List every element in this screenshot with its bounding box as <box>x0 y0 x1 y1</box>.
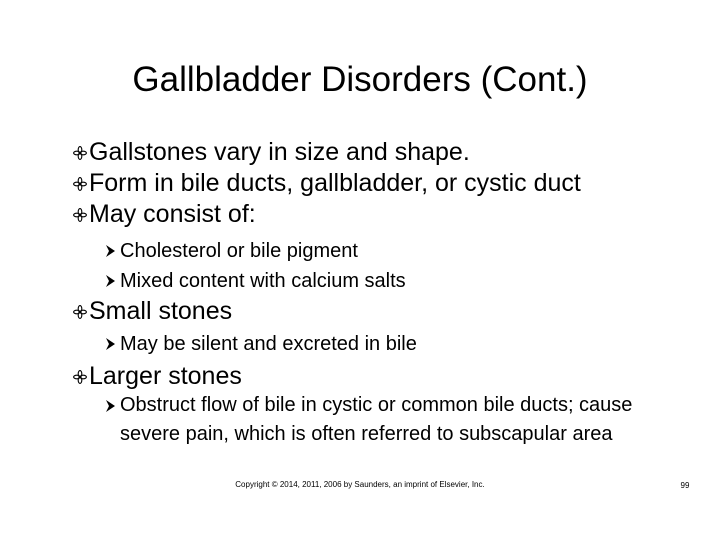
slide-title: Gallbladder Disorders (Cont.) <box>132 60 588 99</box>
arrowhead-bullet-icon <box>104 329 118 359</box>
copyright-footer: Copyright © 2014, 2011, 2006 by Saunders, an imprint of Elsevier, Inc. <box>235 480 485 489</box>
flower-bullet-icon <box>72 361 90 391</box>
sub-bullet-text: Mixed content with calcium salts <box>120 270 406 292</box>
flower-bullet-icon <box>72 168 90 198</box>
flower-bullet-icon <box>72 137 90 167</box>
arrowhead-bullet-icon <box>104 236 118 266</box>
bullet-text: May consist of: <box>89 200 256 228</box>
flower-bullet-icon <box>72 296 90 326</box>
sub-bullet-text: Cholesterol or bile pigment <box>120 240 358 262</box>
arrowhead-bullet-icon <box>104 266 118 296</box>
arrowhead-bullet-icon <box>104 391 118 421</box>
page-number: 99 <box>680 481 690 490</box>
bullet-text: Form in bile ducts, gallbladder, or cystic duct <box>89 169 581 197</box>
bullet-text: Small stones <box>89 297 233 325</box>
flower-bullet-icon <box>72 199 90 229</box>
bullet-text: Larger stones <box>89 362 242 390</box>
sub-bullet-text: Obstruct flow of bile in cystic or common bile ducts; cause severe pain, which is often referred to subscapular area <box>120 394 633 445</box>
bullet-text: Gallstones vary in size and shape. <box>89 138 470 166</box>
sub-bullet-text: May be silent and excreted in bile <box>120 333 417 355</box>
